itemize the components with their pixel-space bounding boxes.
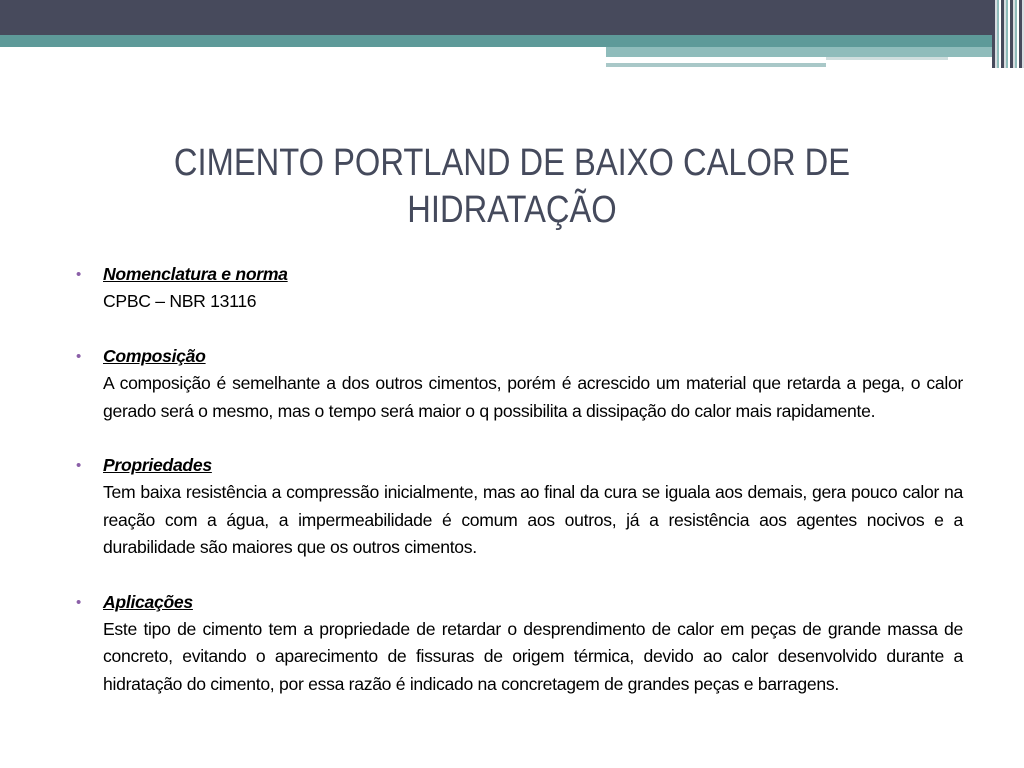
section-body: CPBC – NBR 13116 [103, 291, 257, 312]
section-body: Este tipo de cimento tem a propriedade de retardar o desprendimento de calor em peças de grande massa de concreto, evitando o aparecimento de fissuras de origem térmica, devido ao calor desenvolvido durante a hidratação do cimento, por essa razão é indicado na concretagem de grandes peças e barragens. [103, 619, 963, 694]
slide-title: CIMENTO PORTLAND DE BAIXO CALOR DE HIDRATAÇÃO [173, 142, 851, 231]
section-properties [76, 452, 963, 562]
section-heading: Composição [103, 345, 206, 366]
section-body: A composição é semelhante a dos outros cimentos, porém é acrescido um material que retarda a pega, o calor gerado será o mesmo, mas o tempo será maior o q possibilita a dissipação do calor mais rapidamente. [103, 373, 963, 421]
bullet-icon: • [76, 593, 81, 611]
section-applications [76, 589, 963, 699]
header-teal-band-secondary [606, 47, 1024, 57]
header-accent-line-secondary [826, 57, 948, 60]
section-composition [76, 343, 963, 425]
section-nomenclature [76, 261, 963, 316]
header-accent-line [606, 63, 826, 67]
bullet-icon: • [76, 347, 81, 365]
header-right-stripes [992, 0, 1024, 68]
section-heading: Propriedades [103, 455, 212, 476]
header-teal-band [0, 35, 1024, 47]
bullet-icon: • [76, 266, 81, 283]
section-body: Tem baixa resistência a compressão inicialmente, mas ao final da cura se iguala aos demais, gera pouco calor na reação com a água, a impermeabilidade é comum aos outros, já a resistência aos agentes nocivos e a durabilidade são maiores que os outros cimentos. [103, 482, 963, 558]
slide-content [76, 261, 963, 698]
section-heading: Aplicações [103, 591, 193, 612]
header-dark-bar [0, 0, 1024, 35]
section-heading: Nomenclatura e norma [103, 264, 288, 284]
bullet-icon: • [76, 457, 81, 475]
